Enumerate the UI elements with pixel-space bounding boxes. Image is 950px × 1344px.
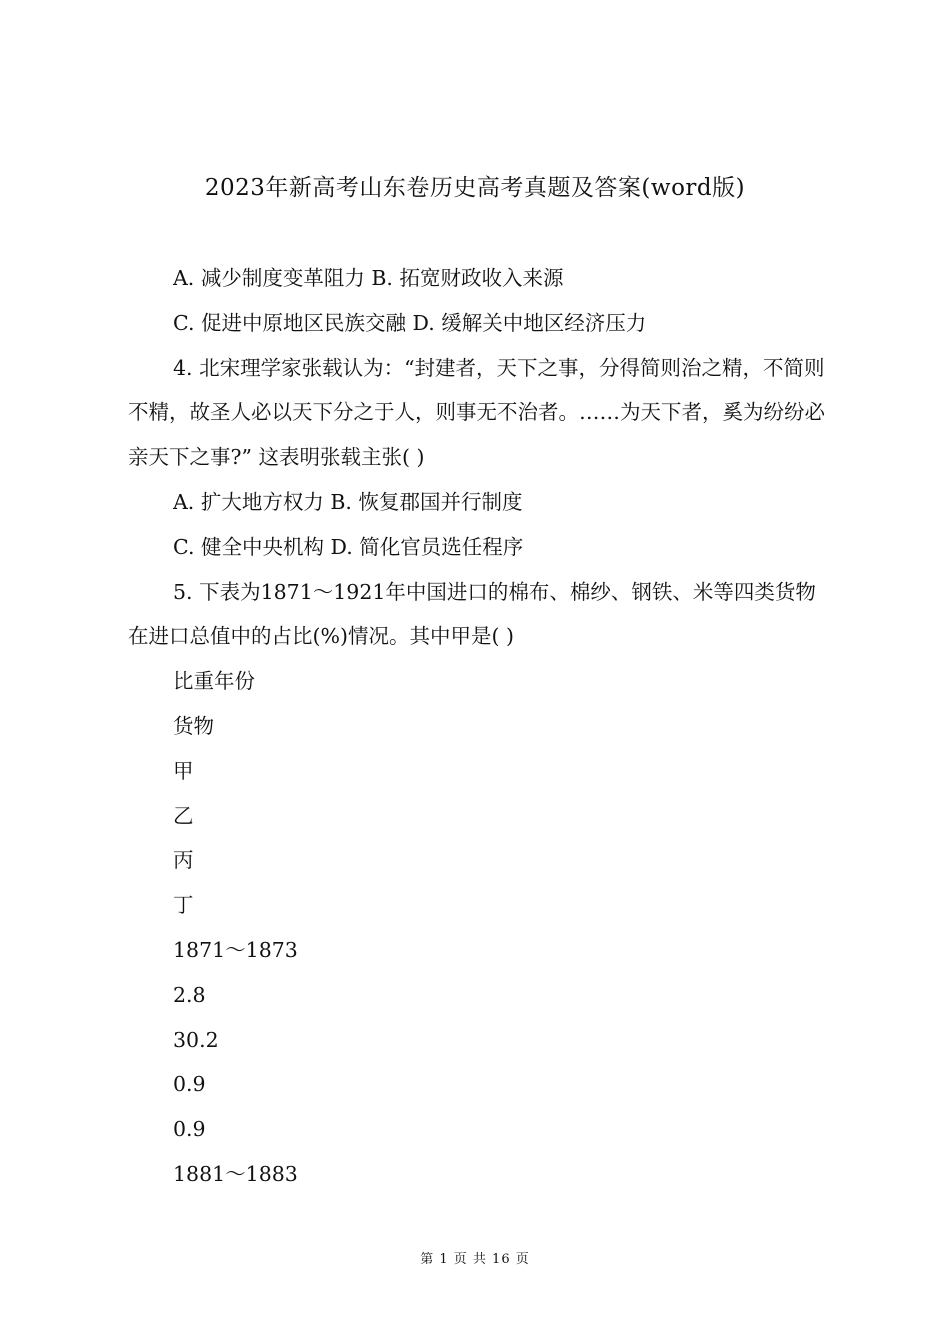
table-row-label: 丁 [173,893,194,918]
table-header-year: 比重年份 [173,669,255,694]
table-cell-value: 0.9 [173,1072,206,1097]
page-footer: 第 1 页 共 16 页 [420,1252,530,1267]
option-line-a-b: A. 减少制度变革阻力 B. 拓宽财政收入来源 [173,266,564,290]
table-period: 1881～1883 [173,1161,298,1186]
table-cell-value: 30.2 [173,1027,219,1052]
question-4: 4. 北宋理学家张载认为：“封建者，天下之事，分得简则治之精，不简则不精，故圣人必以天下分之于人，则事无不治者。……为天下者，奚为纷纷必亲天下之事?” 这表明张载主张( ) [128,355,825,470]
table-row-label: 乙 [173,803,194,828]
table-period: 1871～1873 [173,937,298,962]
table-cell-value: 0.9 [173,1117,206,1142]
question-5: 5. 下表为1871～1921年中国进口的棉布、棉纱、钢铁、米等四类货物在进口总值中的占比(%)情况。其中甲是( ) [128,579,816,649]
table-row-label: 丙 [173,848,194,873]
document-body [128,256,834,1197]
q4-option-line-c-d: C. 健全中央机构 D. 简化官员选任程序 [173,534,524,559]
q4-option-line-a-b: A. 扩大地方权力 B. 恢复郡国并行制度 [173,489,523,514]
table-row-label: 甲 [173,758,194,783]
option-line-c-d: C. 促进中原地区民族交融 D. 缓解关中地区经济压力 [173,310,647,335]
page-title: 2023年新高考山东卷历史高考真题及答案(word版) [204,175,746,201]
table-header-goods: 货物 [173,713,214,738]
table-cell-value: 2.8 [173,982,206,1007]
